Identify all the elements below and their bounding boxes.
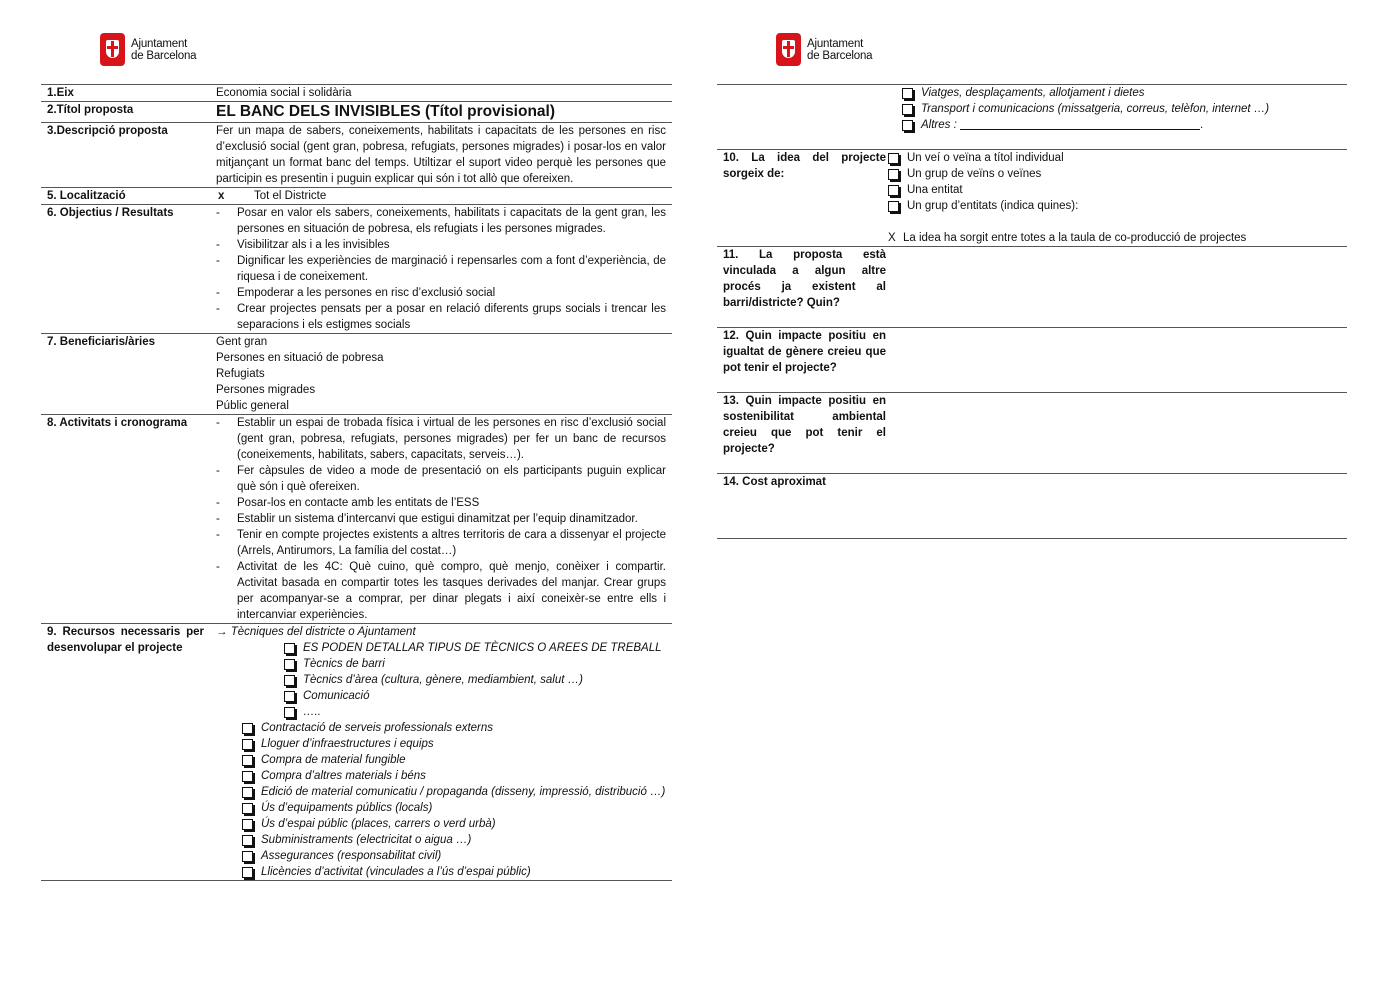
descripcio-value: Fer un mapa de sabers, coneixements, habilitats i capacitats de les persones en risc d’exclusió social (gent gran, pobresa, refugiats, persones migrades) i posar-los en valor mitjançant un format banc del temps. Utiltizar el suport video perquè les persones que participin es presentin i puguin explicar qui són i tot allò que ofereixen. <box>210 123 672 188</box>
checkbox-icon <box>888 153 899 164</box>
list-item: - Establir un sistema d’intercanvi que estigui dinamitzat per l’equip dinamitzador. <box>216 511 666 527</box>
logo-line1: Ajuntament <box>131 37 188 50</box>
checkbox-icon <box>284 707 295 718</box>
list-item: Persones migrades <box>216 384 316 396</box>
titol-label: 2.Títol proposta <box>41 102 210 123</box>
list-item-label: Comunicació <box>303 690 370 702</box>
checkbox-icon <box>242 787 253 798</box>
list-item <box>216 848 666 864</box>
list-item: Altres : . <box>898 117 1341 133</box>
list-item: - Dignificar les experiències de marginació i repensarles com a font d’experiència, de riquesa i de coneixement. <box>216 253 666 285</box>
altres-blank-line <box>960 117 1200 130</box>
list-item <box>216 832 666 848</box>
list-item: Refugiats <box>216 368 265 380</box>
list-item <box>888 166 1341 182</box>
list-item-label: Llicències d’activitat (vinculades a l’ús d’espai públic) <box>261 866 531 878</box>
beneficiaris-label: 7. Beneficiaris/àries <box>41 334 210 415</box>
list-item <box>216 800 666 816</box>
list-item-label: Un veí o veïna a títol individual <box>907 152 1064 164</box>
list-item <box>898 85 1341 101</box>
idea-options <box>888 150 1347 247</box>
checkbox-icon <box>888 185 899 196</box>
list-item <box>216 720 666 736</box>
checkbox-icon <box>284 659 295 670</box>
list-item-label: Un grup d’entitats (indica quines): <box>907 200 1079 212</box>
activitats-value <box>210 415 672 624</box>
row-beneficiaris <box>41 334 672 415</box>
list-item: - Visibilitzar als i a les invisibles <box>216 237 666 253</box>
checkbox-icon <box>888 169 899 180</box>
eix-label: 1.Eix <box>41 85 210 102</box>
beneficiaris-value <box>210 334 672 415</box>
row-q12 <box>717 328 1347 393</box>
proposal-table <box>41 84 672 881</box>
list-item-label: Ús d’espai públic (places, carrers o verd urbà) <box>261 818 496 830</box>
list-item <box>216 688 666 704</box>
list-item <box>216 656 666 672</box>
q14-answer <box>892 474 1347 539</box>
list-item <box>216 752 666 768</box>
row-q13 <box>717 393 1347 474</box>
list-item-label: Un grup de veïns o veïnes <box>907 168 1042 180</box>
row-localitzacio <box>41 188 672 205</box>
list-item: Persones en situació de pobresa <box>216 352 384 364</box>
row-continuation <box>717 85 1347 150</box>
list-item-label: Ús d’equipaments públics (locals) <box>261 802 433 814</box>
q13-label: 13. Quin impacte positiu en sostenibilitat ambiental creieu que pot tenir el projecte? <box>717 393 892 474</box>
checkbox-icon <box>902 88 913 99</box>
list-item-label: Una entitat <box>907 184 963 196</box>
list-item <box>216 864 666 880</box>
list-item-label: Subministraments (electricitat o aigua …) <box>261 834 472 846</box>
list-item <box>216 816 666 832</box>
checkbox-icon <box>242 771 253 782</box>
activitats-list <box>216 415 666 623</box>
list-item: - Establir un espai de trobada física i virtual de les persones en risc d’exclusió social (gent gran, pobresa, refugiats, persones migrades) per fer un banc de recursos (coneixements, habilitats, sabers, capacitats, serveis…). <box>216 415 666 463</box>
ajuntament-logo <box>776 33 872 66</box>
list-item: - Fer càpsules de video a mode de presentació on els participants puguin explicar què són i què ofereixen. <box>216 463 666 495</box>
list-item-label: Assegurances (responsabilitat civil) <box>261 850 442 862</box>
objectius-value <box>210 205 672 334</box>
barcelona-shield-icon <box>100 33 125 66</box>
checkbox-icon <box>242 803 253 814</box>
q12-label: 12. Quin impacte positiu en igualtat de gènere creieu que pot tenir el projecte? <box>717 328 892 393</box>
list-item: - Tenir en compte projectes existents a altres territoris de cara a dissenyar el projecte (Arrels, Antirumors, La família del costat…) <box>216 527 666 559</box>
eix-value: Economia social i solidària <box>210 85 672 102</box>
list-item: - Activitat de les 4C: Què cuino, què compro, què menjo, conèixer i compartir. Activitat basada en compartir totes les tasques derivades del manjar. Crear grups per acompanyar-se a comprar, per dinar plegats i així coneixèr-se entre ells i intercanviar experiències. <box>216 559 666 623</box>
list-item <box>888 182 1341 198</box>
checkbox-icon <box>284 643 295 654</box>
row-idea <box>717 150 1347 247</box>
list-item: - Crear projectes pensats per a posar en relació diferents grups socials i trencar les separacions i els estigmes socials <box>216 301 666 333</box>
q14-label: 14. Cost aproximat <box>717 474 892 539</box>
list-item <box>216 672 666 688</box>
list-item-label: ….. <box>303 706 321 718</box>
checkbox-icon <box>902 104 913 115</box>
localitzacio-mark: x <box>218 190 225 202</box>
idea-note <box>888 230 1341 246</box>
list-item-label: Compra d’altres materials i béns <box>261 770 426 782</box>
q13-answer <box>892 393 1347 474</box>
logo-line2: de Barcelona <box>807 49 873 62</box>
recursos-label: 9. Recursos necessaris per desenvolupar el projecte <box>41 624 210 881</box>
checkbox-icon <box>242 755 253 766</box>
row-objectius <box>41 205 672 334</box>
list-item-label: ES PODEN DETALLAR TIPUS DE TÈCNICS O AREES DE TREBALL <box>303 642 662 654</box>
row-recursos <box>41 624 672 881</box>
list-item-label: Tècnics de barri <box>303 658 385 670</box>
list-item-label: Lloguer d’infraestructures i equips <box>261 738 434 750</box>
logo-line2: de Barcelona <box>131 49 197 62</box>
barcelona-shield-icon <box>776 33 801 66</box>
objectius-list <box>216 205 666 333</box>
list-item-label: Transport i comunicacions (missatgeria, correus, telèfon, internet …) <box>921 103 1270 115</box>
objectius-label: 6. Objectius / Resultats <box>41 205 210 334</box>
row-q14 <box>717 474 1347 539</box>
list-item <box>216 640 666 656</box>
idea-note-text: La idea ha sorgit entre totes a la taula de co-producció de projectes <box>903 232 1247 244</box>
list-item: Públic general <box>216 400 289 412</box>
list-item <box>216 704 666 720</box>
list-item <box>216 784 666 800</box>
checkbox-icon <box>284 691 295 702</box>
checkbox-icon <box>242 819 253 830</box>
checkbox-icon <box>888 201 899 212</box>
recursos-intro: → Tècniques del districte o Ajuntament <box>216 626 416 638</box>
list-item: - Posar en valor els sabers, coneixements, habilitats i capacitats de la gent gran, les persones en situación de pobresa, els refugiats i les persones migrades. <box>216 205 666 237</box>
ajuntament-logo <box>100 33 196 66</box>
list-item-label: Tècnics d’àrea (cultura, gènere, mediambient, salut …) <box>303 674 583 686</box>
list-item-label: Altres : <box>921 119 957 131</box>
list-item <box>888 150 1341 166</box>
checkbox-icon <box>242 739 253 750</box>
activitats-label: 8. Activitats i cronograma <box>41 415 210 624</box>
continuation-list <box>892 85 1347 150</box>
localitzacio-value <box>210 188 672 205</box>
titol-value: EL BANC DELS INVISIBLES (Títol provisional) <box>210 102 672 123</box>
checkbox-icon <box>242 835 253 846</box>
checkbox-icon <box>284 675 295 686</box>
list-item: - Posar-los en contacte amb les entitats de l’ESS <box>216 495 666 511</box>
list-item-label: Compra de material fungible <box>261 754 406 766</box>
row-activitats <box>41 415 672 624</box>
q11-label: 11. La proposta està vinculada a algun altre procés ja existent al barri/districte? Quin? <box>717 247 892 328</box>
row-eix <box>41 85 672 102</box>
list-item <box>216 736 666 752</box>
q11-answer <box>892 247 1347 328</box>
checkbox-icon <box>242 867 253 878</box>
page-right <box>690 0 1380 1000</box>
row-descripcio <box>41 123 672 188</box>
localitzacio-label: 5. Localització <box>41 188 210 205</box>
descripcio-label: 3.Descripció proposta <box>41 123 210 188</box>
list-item-label: Contractació de serveis professionals externs <box>261 722 494 734</box>
list-item <box>216 768 666 784</box>
proposal-table-continued <box>717 84 1347 539</box>
q12-answer <box>892 328 1347 393</box>
checkbox-icon <box>242 723 253 734</box>
recursos-value <box>210 624 672 881</box>
list-item: Gent gran <box>216 336 268 348</box>
idea-mark: X <box>888 232 896 244</box>
list-item <box>888 198 1341 214</box>
checkbox-icon <box>902 120 913 131</box>
list-item-label: Viatges, desplaçaments, allotjament i dietes <box>921 87 1145 99</box>
logo-line1: Ajuntament <box>807 37 864 50</box>
list-item: - Empoderar a les persones en risc d’exclusió social <box>216 285 666 301</box>
idea-label: 10. La idea del projecte sorgeix de: <box>717 150 892 247</box>
row-q11 <box>717 247 1347 328</box>
checkbox-icon <box>242 851 253 862</box>
row-titol <box>41 102 672 123</box>
list-item <box>898 101 1341 117</box>
list-item-label: Edició de material comunicatiu / propaganda (disseny, impressió, distribució …) <box>261 786 666 798</box>
localitzacio-text: Tot el Districte <box>254 190 327 202</box>
